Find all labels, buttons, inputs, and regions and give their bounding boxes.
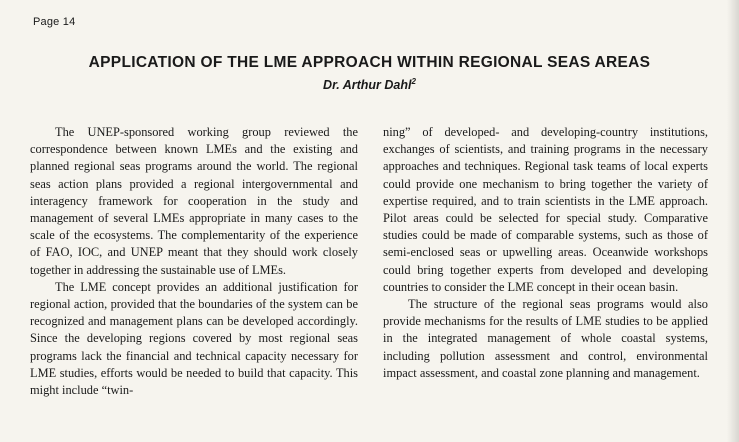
author-line <box>0 77 739 92</box>
article-title: APPLICATION OF THE LME APPROACH WITHIN REGIONAL SEAS AREAS <box>88 54 651 71</box>
page-number: Page 14 <box>33 16 76 28</box>
author-name: Dr. Arthur Dahl <box>323 78 412 93</box>
page-edge-shadow <box>727 0 739 442</box>
right-paragraph-1: ning” of developed- and developing-country institutions, exchanges of scientists, and training programs in the necessary approaches and techniques. Regional task teams of local experts could provide one mechanism to bring together the variety of expertise required, and to train scientists in the LME approach. Pilot areas could be selected for special study. Comparative studies could be made of comparable systems, such as those of semi-enclosed seas or upwelling areas. Oceanwide workshops could bring together experts from developed and developing countries to consider the LME concept in their ocean basin. <box>383 125 708 294</box>
right-column <box>383 124 708 382</box>
left-column <box>30 124 358 399</box>
left-paragraph-1: The UNEP-sponsored working group reviewed the correspondence between known LMEs and the existing and planned regional seas programs around the world. The regional seas action plans provided a regional intergovernmental and interagency framework for cooperation in the study and management of several LMEs appropriate in many cases to the scale of the ecosystems. The complementarity of the experience of FAO, IOC, and UNEP meant that they should work closely together in addressing the sustainable use of LMEs. <box>30 125 358 277</box>
left-paragraph-2: The LME concept provides an additional justification for regional action, provided that the boundaries of the system can be recognized and management plans can be developed accordingly. Since the developing regions covered by most regional seas programs lack the financial and technical capacity necessary for LME studies, efforts would be needed to build that capacity. This might include “twin- <box>30 279 358 398</box>
author-footnote-mark: 2 <box>411 77 416 86</box>
right-paragraph-2: The structure of the regional seas programs would also provide mechanisms for the results of LME studies to be applied in the integrated management of whole coastal systems, including pollution assessment and control, environmental impact assessment, and coastal zone planning and management. <box>383 297 708 380</box>
